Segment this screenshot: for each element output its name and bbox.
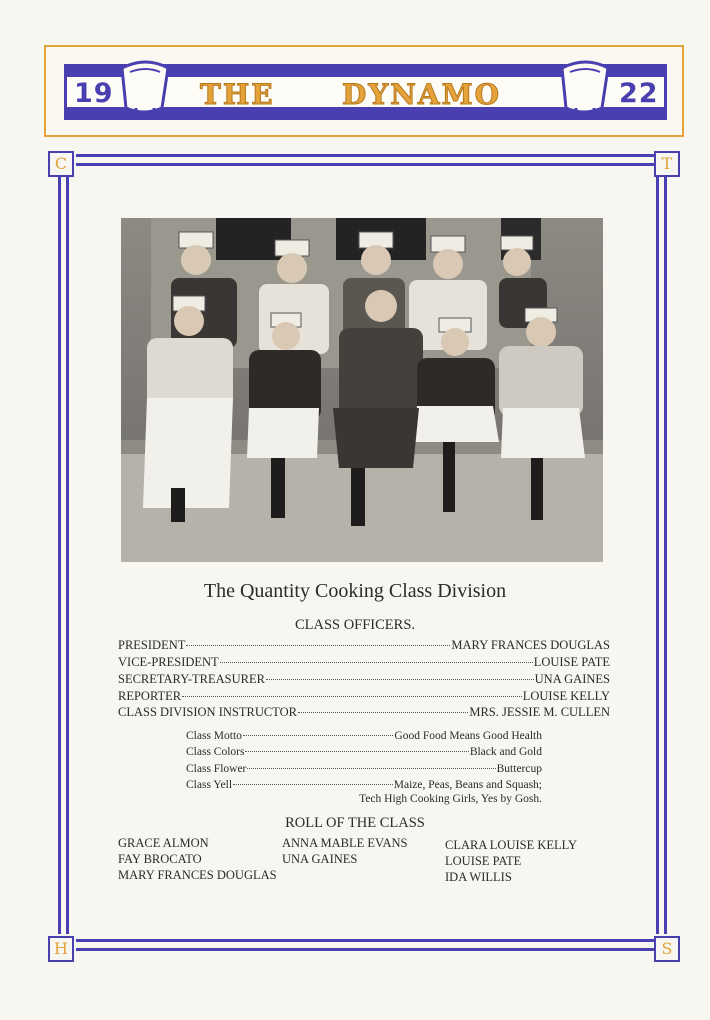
photo-caption: The Quantity Cooking Class Division: [203, 580, 507, 602]
class-yell-value: Maize, Peas, Beans and Squash;: [393, 779, 542, 791]
officer-row: [118, 704, 610, 721]
officers-heading: CLASS OFFICERS.: [294, 617, 416, 633]
frame-bottom-line-2: [76, 948, 656, 951]
officer-role: REPORTER: [118, 689, 182, 703]
roll-column-3: [445, 837, 577, 885]
roll-name: UNA GAINES: [282, 852, 358, 866]
officer-name: UNA GAINES: [534, 672, 610, 686]
class-yell-line2: Tech High Cooking Girls, Yes by Gosh.: [359, 793, 542, 805]
officer-name: LOUISE KELLY: [522, 689, 610, 703]
dynamo-icon-left: [116, 58, 174, 120]
roll-name: FAY BROCATO: [118, 852, 202, 866]
class-photo: [121, 218, 603, 562]
corner-letter-c: C: [48, 151, 74, 177]
officer-name: MRS. JESSIE M. CULLEN: [469, 705, 610, 719]
officer-row: [118, 637, 610, 654]
year-right: 22: [619, 78, 659, 109]
officer-role: VICE-PRESIDENT: [118, 655, 219, 669]
roll-column-2: [282, 835, 407, 867]
roll-heading: ROLL OF THE CLASS: [285, 815, 425, 831]
roll-name: LOUISE PATE: [445, 854, 522, 868]
roll-name: ANNA MABLE EVANS: [282, 836, 408, 850]
year-left: 19: [74, 78, 114, 109]
roll-name: CLARA LOUISE KELLY: [445, 838, 578, 852]
frame-top-line-1: [76, 154, 656, 157]
class-colors-value: Black and Gold: [469, 746, 542, 758]
officer-name: MARY FRANCES DOUGLAS: [451, 638, 610, 652]
roll-name: GRACE ALMON: [118, 836, 209, 850]
class-photo-drawing: [121, 218, 603, 562]
title-dynamo: DYNAMO: [342, 78, 501, 111]
officer-name: LOUISE PATE: [533, 655, 610, 669]
officer-row: [118, 671, 610, 688]
class-flower-value: Buttercup: [496, 763, 542, 775]
class-flower-row: [186, 761, 542, 778]
officer-row: [118, 654, 610, 671]
roll-name: MARY FRANCES DOUGLAS: [118, 868, 277, 882]
class-colors-label: Class Colors: [186, 746, 245, 758]
frame-bottom-line-1: [76, 939, 656, 942]
frame-top-line-2: [76, 163, 656, 166]
class-motto-row: [186, 728, 542, 745]
roll-name: IDA WILLIS: [445, 870, 512, 884]
corner-letter-s: S: [654, 936, 680, 962]
corner-letter-h: H: [48, 936, 74, 962]
officer-role: CLASS DIVISION INSTRUCTOR: [118, 705, 297, 719]
roll-column-1: [118, 835, 277, 883]
class-motto-value: Good Food Means Good Health: [394, 730, 542, 742]
class-motto-label: Class Motto: [186, 730, 242, 742]
dynamo-icon-right: [556, 58, 614, 120]
officer-role: PRESIDENT: [118, 638, 186, 652]
corner-letter-t: T: [654, 151, 680, 177]
class-flower-label: Class Flower: [186, 763, 247, 775]
title-the: THE: [200, 78, 275, 111]
class-colors-row: [186, 744, 542, 761]
officer-row: [118, 688, 610, 705]
class-yell-row: [186, 777, 542, 794]
class-yell-label: Class Yell: [186, 779, 233, 791]
officer-role: SECRETARY-TREASURER: [118, 672, 265, 686]
